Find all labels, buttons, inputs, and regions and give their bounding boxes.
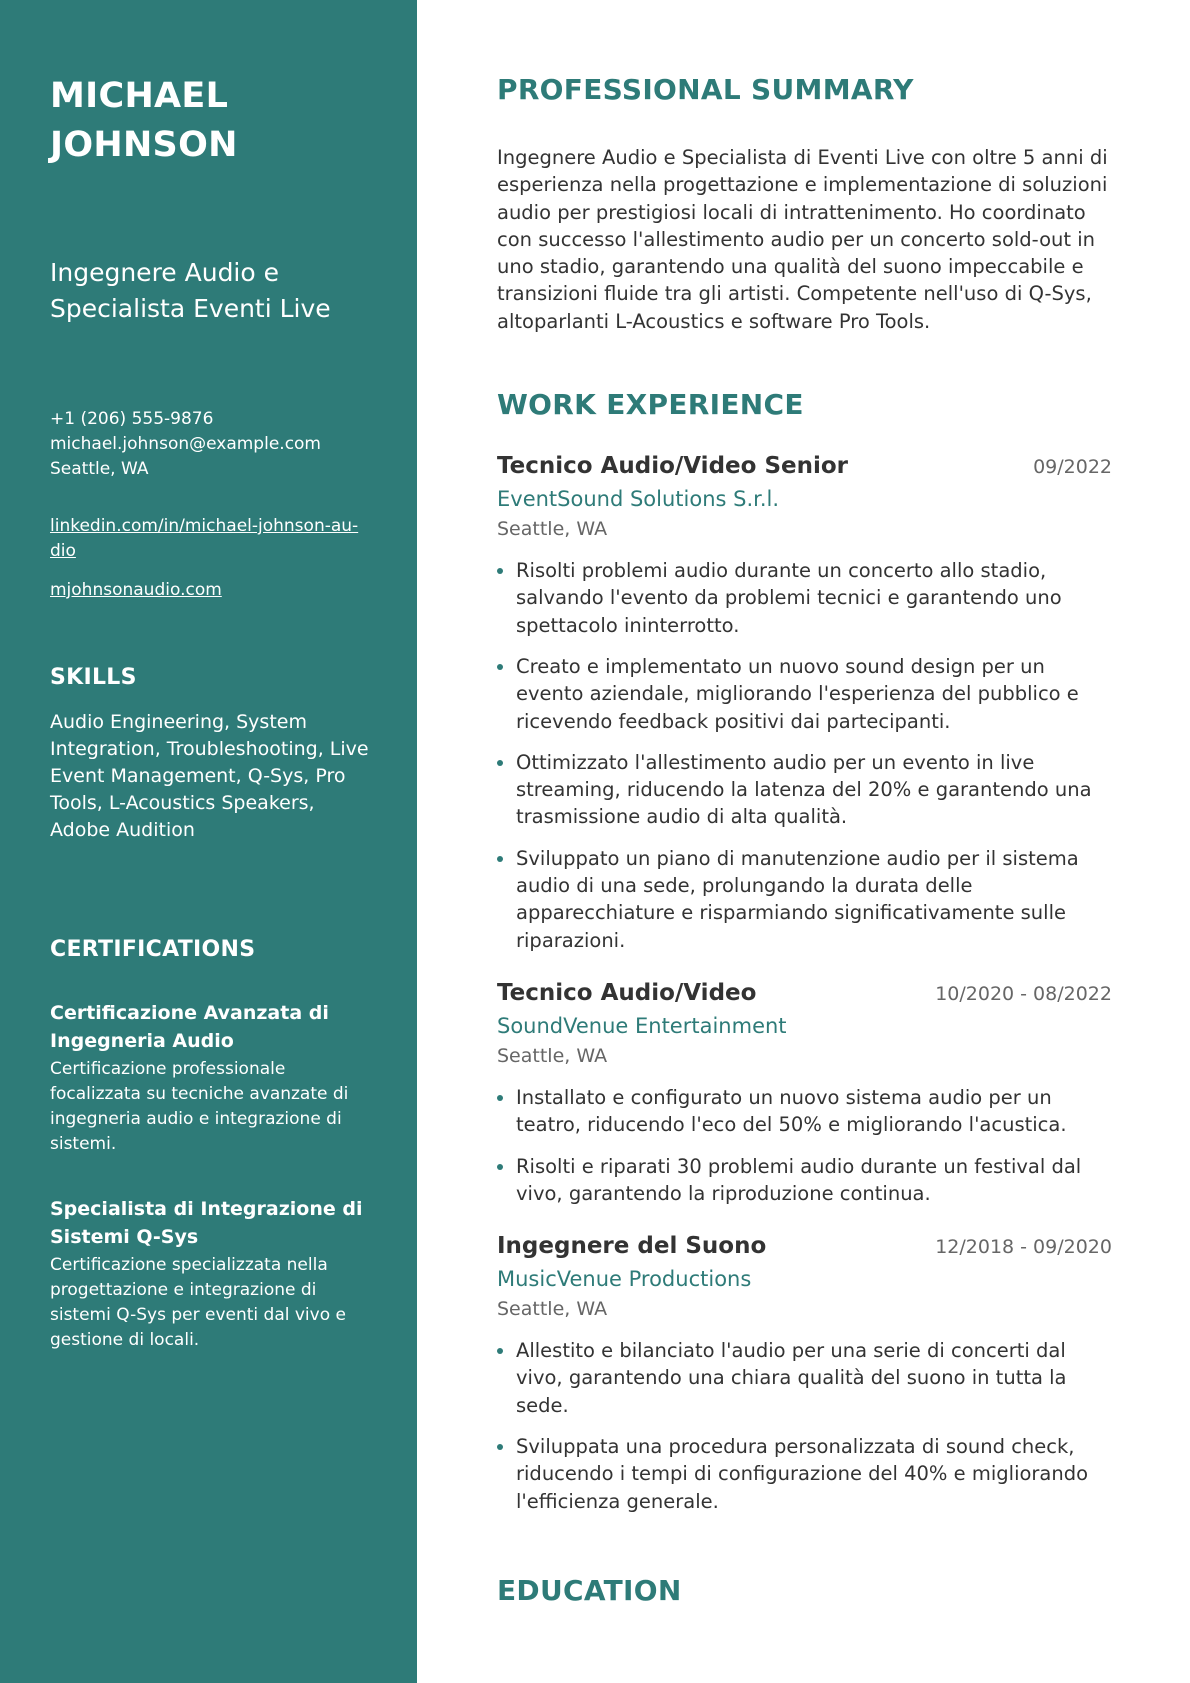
skills-heading: SKILLS [50, 665, 137, 690]
linkedin-link[interactable]: linkedin.com/in/michael-johnson-au-dio [50, 516, 359, 561]
achievement-text: Risolti problemi audio durante un concerto allo stadio, salvando l'evento da problemi tecnici e garantendo uno spettacolo ininterrotto. [516, 559, 1062, 637]
job-entry [497, 980, 1112, 1207]
bullet-icon [497, 568, 503, 574]
achievement-text: Creato e implementato un nuovo sound design per un evento aziendale, migliorando l'esperienza del pubblico e ricevendo feedback positivi dai partecipanti. [516, 654, 1079, 733]
job-dates: 09/2022 [1033, 456, 1112, 479]
name-line-1: MICHAEL [50, 76, 229, 116]
job-header [497, 1233, 1112, 1259]
achievement-item [497, 749, 1112, 831]
education-heading: EDUCATION [497, 1573, 682, 1607]
email-address: michael.johnson@example.com [50, 434, 321, 454]
job-location: Seattle, WA [497, 1298, 608, 1321]
achievement-text: Sviluppata una procedura personalizzata di sound check, riducendo i tempi di configurazione del 40% e migliorando l'efficienza generale. [516, 1435, 1089, 1513]
bullet-icon [497, 1164, 503, 1170]
main-content [417, 0, 1190, 1683]
candidate-role [50, 255, 377, 327]
job-dates: 12/2018 - 09/2020 [935, 1236, 1112, 1259]
sidebar [0, 0, 417, 1683]
job-location: Seattle, WA [497, 518, 608, 541]
achievement-item [497, 653, 1112, 735]
certifications-heading: CERTIFICATIONS [50, 937, 256, 962]
job-achievements [497, 1337, 1112, 1515]
achievement-text: Ottimizzato l'allestimento audio per un evento in live streaming, riducendo la latenza del 20% e garantendo una trasmissione audio di alta qualità. [516, 750, 1092, 829]
achievement-item [497, 1337, 1112, 1419]
certification-name: Certificazione Avanzata di Ingegneria Audio [50, 1002, 329, 1052]
work-experience-heading: WORK EXPERIENCE [497, 388, 804, 422]
phone-number: +1 (206) 555-9876 [50, 409, 214, 429]
summary-heading: PROFESSIONAL SUMMARY [497, 73, 914, 106]
job-title: Tecnico Audio/Video [497, 979, 757, 1006]
bullet-icon [497, 1095, 503, 1101]
job-company: MusicVenue Productions [497, 1267, 752, 1292]
achievement-text: Allestito e bilanciato l'audio per una serie di concerti dal vivo, garantendo una chiara qualità del suono in tutta la sede. [516, 1339, 1067, 1417]
job-dates: 10/2020 - 08/2022 [935, 982, 1112, 1005]
profile-links [50, 514, 377, 603]
job-header [497, 453, 1112, 479]
role-line-2: Specialista Eventi Live [50, 294, 331, 323]
job-entry [497, 1233, 1112, 1515]
certification-description: Certificazione professionale focalizzata su tecniche avanzate di ingegneria audio e integrazione di sistemi. [50, 1059, 349, 1154]
achievement-item [497, 1084, 1112, 1139]
candidate-name [50, 72, 377, 170]
website-link[interactable]: mjohnsonaudio.com [50, 580, 222, 600]
job-location: Seattle, WA [497, 1044, 608, 1067]
achievement-item [497, 1433, 1112, 1515]
skills-list: Audio Engineering, System Integration, Troubleshooting, Live Event Management, Q-Sys, Pro Tools, L-Acoustics Speakers, Adobe Audition [50, 711, 369, 841]
certification-name: Specialista di Integrazione di Sistemi Q-Sys [50, 1198, 363, 1248]
job-company: SoundVenue Entertainment [497, 1013, 787, 1038]
achievement-item [497, 845, 1112, 954]
bullet-icon [497, 664, 503, 670]
certification-item [50, 999, 370, 1157]
name-line-2: JOHNSON [50, 125, 238, 165]
job-entry [497, 453, 1112, 954]
achievement-item [497, 1153, 1112, 1208]
achievement-item [497, 557, 1112, 639]
summary-text: Ingegnere Audio e Specialista di Eventi Live con oltre 5 anni di esperienza nella progettazione e implementazione di soluzioni audio per prestigiosi locali di intrattenimento. Ho coordinato con successo l'allestimento audio per un concerto sold-out in uno stadio, garantendo una qualità del suono impeccabile e transizioni fluide tra gli artisti. Competente nell'uso di Q-Sys, altoparlanti L-Acoustics e software Pro Tools. [497, 146, 1108, 333]
bullet-icon [497, 760, 503, 766]
certification-item [50, 1195, 370, 1353]
achievement-text: Installato e configurato un nuovo sistema audio per un teatro, riducendo l'eco del 50% e migliorando l'acustica. [516, 1085, 1067, 1137]
job-achievements [497, 557, 1112, 954]
job-company: EventSound Solutions S.r.l. [497, 487, 780, 512]
bullet-icon [497, 1444, 503, 1450]
job-header [497, 980, 1112, 1006]
contact-location: Seattle, WA [50, 459, 149, 479]
bullet-icon [497, 1348, 503, 1354]
role-line-1: Ingegnere Audio e [50, 258, 280, 287]
bullet-icon [497, 856, 503, 862]
achievement-text: Sviluppato un piano di manutenzione audio per il sistema audio di una sede, prolungando la durata delle apparecchiature e risparmiando significativamente sulle riparazioni. [516, 846, 1079, 952]
contact-info [50, 407, 377, 482]
achievement-text: Risolti e riparati 30 problemi audio durante un festival dal vivo, garantendo la riproduzione continua. [516, 1154, 1082, 1205]
certification-description: Certificazione specializzata nella progettazione e integrazione di sistemi Q-Sys per eventi dal vivo e gestione di locali. [50, 1255, 346, 1350]
job-achievements [497, 1084, 1112, 1207]
job-title: Tecnico Audio/Video Senior [497, 453, 849, 480]
job-title: Ingegnere del Suono [497, 1233, 767, 1260]
